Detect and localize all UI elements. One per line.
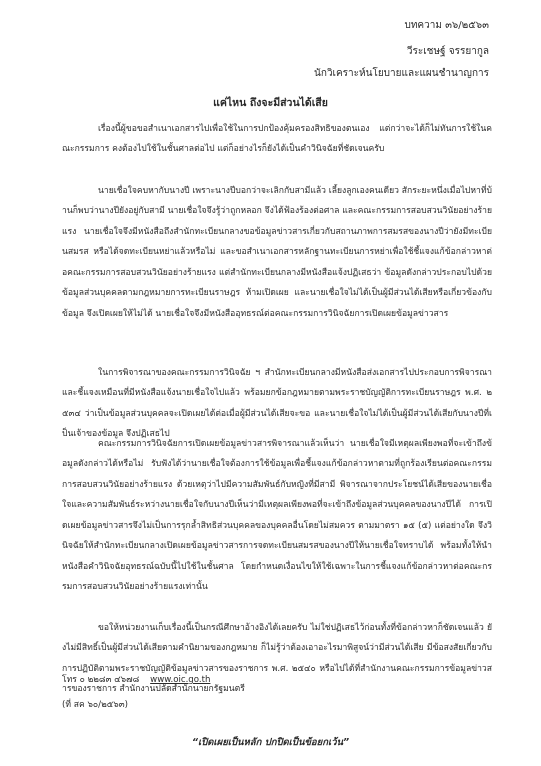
- author-position: นักวิเคราะห์นโยบายและแผนชำนาญการ: [314, 68, 489, 79]
- paragraph-case: นายเชื่อใจคบหากับนางปี เพราะนางปีบอกว่าจะเลิกกับสามีแล้ว เลี้ยงลูกเองคนเดียว สักระยะหนึ่งเมื่อไปหาที่บ้านก็พบว่านางปียังอยู่กับสามี นายเชื่อใจจึงรู้ว่าถูกหลอก จึงได้ฟ้องร้องต่อศาล และคณะกรรมการสอบสวนวินัยอย่างร้ายแรง นายเชื่อใจจึงมีหนังสือถึงสำนักทะเบียนกลางขอข้อมูลข่าวสารเกี่ยวกับสถานภาพการสมรสของนางปีว่ายังมีทะเบียนสมรส หรือได้จดทะเบียนหย่าแล้วหรือไม่ และขอสำเนาเอกสารหลักฐานทะเบียนการหย่าเพื่อใช้ชี้แจงแก้ข้อกล่าวหาต่อคณะกรรมการสอบสวนวินัยอย่างร้ายแรง แต่สำนักทะเบียนกลางมีหนังสือแจ้งปฏิเสธว่า ข้อมูลดังกล่าวประกอบไปด้วยข้อมูลส่วนบุคคลตามกฎหมายการทะเบียนราษฎร ห้ามเปิดเผย และนายเชื่อใจไม่ได้เป็นผู้มีส่วนได้เสียหรือเกี่ยวข้องกับข้อมูล จึงเปิดเผยให้ไม่ได้ นายเชื่อใจจึงมีหนังสืออุทธรณ์ต่อคณะกรรมการวินิจฉัยการเปิดเผยข้อมูลข่าวสาร: [62, 185, 492, 319]
- article-title: แค่ไหน ถึงจะมีส่วนได้เสีย: [213, 97, 328, 109]
- website-link[interactable]: www.oic.go.th: [150, 675, 211, 685]
- contact-line: [62, 672, 210, 686]
- slogan: “เปิดเผยเป็นหลัก ปกปิดเป็นข้อยกเว้น”: [191, 737, 350, 748]
- paragraph-agency-response: ในการพิจารณาของคณะกรรมการวินิจฉัย ฯ สำนักทะเบียนกลางมีหนังสือส่งเอกสารไปประกอบการพิจารณาและชี้แจงเหมือนที่มีหนังสือแจ้งนายเชื่อใจไปแล้ว พร้อมยกข้อกฎหมายตามพระราชบัญญัติการทะเบียนราษฎร พ.ศ. ๒๕๓๔ ว่าเป็นข้อมูลส่วนบุคคลจะเปิดเผยได้ต่อเมื่อผู้มีส่วนได้เสียจะขอ และนายเชื่อใจไม่ได้เป็นผู้มีส่วนได้เสียกับนางปีที่เป็นเจ้าของข้อมูล จึงปฏิเสธไป: [62, 367, 492, 440]
- paragraph-conclusion: ขอให้หน่วยงานเก็บเรื่องนี้เป็นกรณีศึกษาอ้างอิงได้เลยครับ ไม่ใช่ปฏิเสธไว้ก่อนทั้งที่ข้อกล่าวหาก็ชัดเจนแล้ว ยังไม่มีสิทธิ์เป็นผู้มีส่วนได้เสียตามคำนิยามของกฎหมาย ก็ไม่รู้ว่าต้องเอาอะไรมาพิสูจน์ว่ามีส่วนได้เสีย มีข้อสงสัยเกี่ยวกับการปฏิบัติตามพระราชบัญญัติข้อมูลข่าวสารของราชการ พ.ศ. ๒๕๔๐ หรือไปได้ที่สำนักงานคณะกรรมการข้อมูลข่าวสารของราชการ สำนักงานปลัดสำนักนายกรัฐมนตรี: [62, 622, 492, 695]
- paragraph-intro: เรื่องนี้ผู้ขอขอสำเนาเอกสารไปเพื่อใช้ในการปกป้องคุ้มครองสิทธิของตนเอง แต่กว่าจะได้ก็ไม่ทันการใช้ในคณะกรรมการ คงต้องไปใช้ในชั้นศาลต่อไป แต่ก็อย่างไรก็ยังได้เป็นคำวินิจฉัยที่ชัดเจนครับ: [62, 123, 492, 155]
- author-name: วีระเชษฐ์ จรรยากูล: [406, 46, 489, 57]
- article-reference: บทความ ๓๖/๒๕๖๓: [404, 20, 489, 31]
- contact-phone: โทร ๐ ๒๒๘๓ ๔๖๗๘: [62, 675, 140, 685]
- paragraph-committee-decision: คณะกรรมการวินิจฉัยการเปิดเผยข้อมูลข่าวสารพิจารณาแล้วเห็นว่า นายเชื่อใจมีเหตุผลเพียงพอที่จะเข้าถึงข้อมูลดังกล่าวได้หรือไม่ รับฟังได้ว่านายเชื่อใจต้องการใช้ข้อมูลเพื่อชี้แจงแก้ข้อกล่าวหาตามที่ถูกร้องเรียนต่อคณะกรรมการสอบสวนวินัยอย่างร้ายแรง ด้วยเหตุว่าไปมีความสัมพันธ์กับหญิงที่มีสามี พิจารณาจากประโยชน์ได้เสียของนายเชื่อใจและความสัมพันธ์ระหว่างนายเชื่อใจกับนางปีเห็นว่ามีเหตุผลเพียงพอที่จะเข้าถึงข้อมูลส่วนบุคคลของนางปีได้ การเปิดเผยข้อมูลข่าวสารจึงไม่เป็นการรุกล้ำสิทธิส่วนบุคคลของบุคคลอื่นโดยไม่สมควร ตามมาตรา ๑๕ (๕) แต่อย่างใด จึงวินิจฉัยให้สำนักทะเบียนกลางเปิดเผยข้อมูลข่าวสารการจดทะเบียนสมรสของนางปีให้นายเชื่อใจทราบได้ พร้อมทั้งให้นำหนังสือคำวินิจฉัยอุทธรณ์ฉบับนี้ไปใช้ในชั้นศาล โดยกำหนดเงื่อนไขให้ใช้เฉพาะในการชี้แจงแก้ข้อกล่าวหาต่อคณะกรรมการสอบสวนวินัยอย่างร้ายแรงเท่านั้น: [62, 438, 492, 593]
- source-note: (ที่ สค ๖๐/๒๕๖๓): [62, 700, 128, 710]
